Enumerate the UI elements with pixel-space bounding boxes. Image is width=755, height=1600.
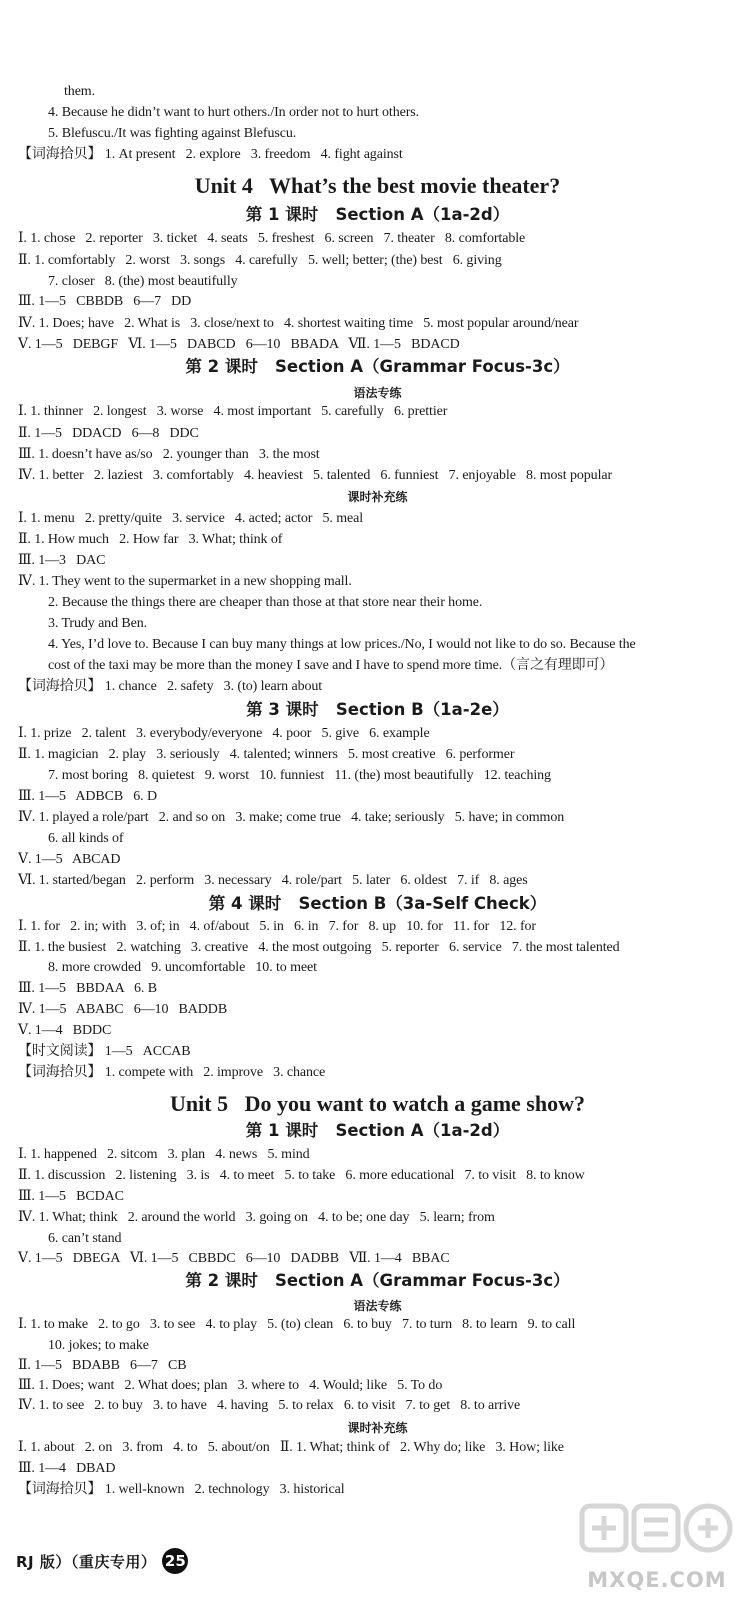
answer-line: them. xyxy=(64,84,95,99)
answer-line: 6. can’t stand xyxy=(48,1231,122,1246)
answer-line: Ⅰ. 1. about 2. on 3. from 4. to 5. about/on Ⅱ. 1. What; think of 2. Why do; like 3. How; like xyxy=(18,1440,564,1455)
answer-line: Ⅰ. 1. prize 2. talent 3. everybody/everyone 4. poor 5. give 6. example xyxy=(18,726,430,741)
answer-line: Ⅳ. 1. to see 2. to buy 3. to have 4. having 5. to relax 6. to visit 7. to get 8. to arrive xyxy=(18,1398,521,1413)
subsection-label: 课时补充练 xyxy=(347,490,408,504)
section-heading: 第 2 课时 Section A（Grammar Focus-3c） xyxy=(185,1271,570,1290)
answer-line: 7. closer 8. (the) most beautifully xyxy=(48,274,238,289)
answer-line: 2. Because the things there are cheaper than those at that store near their home. xyxy=(48,595,483,610)
unit-title: Unit 5 Do you want to watch a game show? xyxy=(170,1091,585,1116)
edition-label: RJ 版）（重庆专用） xyxy=(16,1552,157,1571)
answer-line: 【词海拾贝】 1. compete with 2. improve 3. chance xyxy=(18,1065,326,1080)
subsection-label: 课时补充练 xyxy=(347,1421,408,1435)
answer-line: Ⅰ. 1. happened 2. sitcom 3. plan 4. news 5. mind xyxy=(18,1147,310,1162)
answer-line: Ⅳ. 1. They went to the supermarket in a new shopping mall. xyxy=(18,574,352,589)
section-heading: 第 1 课时 Section A（1a-2d） xyxy=(245,1121,510,1140)
answer-line: Ⅱ. 1—5 DDACD 6—8 DDC xyxy=(18,426,199,441)
answer-line: cost of the taxi may be more than the money I save and I have to spend more time.（言之有理即可） xyxy=(48,658,614,673)
watermark-text: MXQE.COM xyxy=(587,1568,727,1592)
answer-line: Ⅲ. 1. doesn’t have as/so 2. younger than 3. the most xyxy=(18,447,320,462)
answer-line: 4. Because he didn’t want to hurt others./In order not to hurt others. xyxy=(48,105,420,120)
answer-line: Ⅲ. 1—5 BBDAA 6. B xyxy=(18,981,157,996)
answer-line: Ⅱ. 1. magician 2. play 3. seriously 4. talented; winners 5. most creative 6. performer xyxy=(18,747,515,762)
answer-line: Ⅲ. 1—5 BCDAC xyxy=(18,1189,124,1204)
page-number: 25 xyxy=(162,1548,188,1574)
answer-line: 5. Blefuscu./It was fighting against Blefuscu. xyxy=(48,126,297,141)
answer-line: Ⅰ. 1. to make 2. to go 3. to see 4. to play 5. (to) clean 6. to buy 7. to turn 8. to learn 9. to call xyxy=(18,1317,576,1332)
answer-line: Ⅰ. 1. chose 2. reporter 3. ticket 4. seats 5. freshest 6. screen 7. theater 8. comfortable xyxy=(18,231,526,246)
watermark xyxy=(572,1500,742,1592)
answer-line: Ⅰ. 1. thinner 2. longest 3. worse 4. most important 5. carefully 6. prettier xyxy=(18,404,448,419)
answer-line: Ⅲ. 1—5 CBBDB 6—7 DD xyxy=(18,294,192,309)
answer-line: 7. most boring 8. quietest 9. worst 10. funniest 11. (the) most beautifully 12. teaching xyxy=(48,768,551,783)
answer-line: Ⅳ. 1—5 ABABC 6—10 BADDB xyxy=(18,1002,228,1017)
unit-title: Unit 4 What’s the best movie theater? xyxy=(194,173,561,198)
subsection-label: 语法专练 xyxy=(353,386,402,400)
answer-line: Ⅱ. 1. discussion 2. listening 3. is 4. to meet 5. to take 6. more educational 7. to visit 8. to know xyxy=(18,1168,585,1183)
answer-line: Ⅱ. 1. How much 2. How far 3. What; think of xyxy=(18,532,283,547)
answer-line: 【词海拾贝】 1. chance 2. safety 3. (to) learn about xyxy=(18,679,323,694)
answer-line: Ⅴ. 1—5 DBEGA Ⅵ. 1—5 CBBDC 6—10 DADBB Ⅶ. 1—4 BBAC xyxy=(18,1251,450,1266)
answer-line: 【时文阅读】 1—5 ACCAB xyxy=(18,1044,191,1059)
answer-line: 4. Yes, I’d love to. Because I can buy many things at low prices./No, I would not like to do so. Because the xyxy=(48,637,636,652)
subsection-label: 语法专练 xyxy=(353,1299,402,1313)
answer-line: Ⅱ. 1. the busiest 2. watching 3. creative 4. the most outgoing 5. reporter 6. service 7. the most talented xyxy=(18,940,620,955)
answer-line: Ⅰ. 1. for 2. in; with 3. of; in 4. of/about 5. in 6. in 7. for 8. up 10. for 11. for 12. for xyxy=(18,919,536,934)
answer-line: 【词海拾贝】 1. At present 2. explore 3. freedom 4. fight against xyxy=(18,147,403,162)
answer-line: Ⅲ. 1—3 DAC xyxy=(18,553,106,568)
answer-line: Ⅲ. 1—4 DBAD xyxy=(18,1461,116,1476)
answer-line: Ⅵ. 1. started/began 2. perform 3. necessary 4. role/part 5. later 6. oldest 7. if 8. ages xyxy=(18,873,528,888)
answer-line: 6. all kinds of xyxy=(48,831,124,846)
answer-line: Ⅳ. 1. played a role/part 2. and so on 3. make; come true 4. take; seriously 5. have; in common xyxy=(18,810,565,825)
answer-line: Ⅴ. 1—5 DEBGF Ⅵ. 1—5 DABCD 6—10 BBADA Ⅶ. 1—5 BDACD xyxy=(18,337,460,352)
answer-line: 10. jokes; to make xyxy=(48,1338,149,1353)
answer-line: Ⅳ. 1. What; think 2. around the world 3. going on 4. to be; one day 5. learn; from xyxy=(18,1210,495,1225)
section-heading: 第 4 课时 Section B（3a-Self Check） xyxy=(208,894,547,913)
answer-line: Ⅱ. 1. comfortably 2. worst 3. songs 4. carefully 5. well; better; (the) best 6. giving xyxy=(18,253,502,268)
answer-line: 【词海拾贝】 1. well-known 2. technology 3. historical xyxy=(18,1482,345,1497)
answer-line: 3. Trudy and Ben. xyxy=(48,616,148,631)
answer-line: Ⅰ. 1. menu 2. pretty/quite 3. service 4. acted; actor 5. meal xyxy=(18,511,364,526)
answer-line: Ⅳ. 1. Does; have 2. What is 3. close/next to 4. shortest waiting time 5. most popular around/near xyxy=(18,316,579,331)
answer-line: Ⅱ. 1—5 BDABB 6—7 CB xyxy=(18,1358,187,1373)
answer-line: 8. more crowded 9. uncomfortable 10. to meet xyxy=(48,960,317,975)
section-heading: 第 2 课时 Section A（Grammar Focus-3c） xyxy=(185,357,570,376)
section-heading: 第 3 课时 Section B（1a-2e） xyxy=(246,700,509,719)
answer-line: Ⅲ. 1—5 ADBCB 6. D xyxy=(18,789,157,804)
answer-line: Ⅳ. 1. better 2. laziest 3. comfortably 4. heaviest 5. talented 6. funniest 7. enjoyable 8. most popular xyxy=(18,468,613,483)
answer-site-logo-icon xyxy=(578,1500,736,1558)
section-heading: 第 1 课时 Section A（1a-2d） xyxy=(245,205,510,224)
answer-line: Ⅴ. 1—4 BDDC xyxy=(18,1023,112,1038)
answer-line: Ⅴ. 1—5 ABCAD xyxy=(18,852,121,867)
answer-line: Ⅲ. 1. Does; want 2. What does; plan 3. where to 4. Would; like 5. To do xyxy=(18,1378,443,1393)
page-footer xyxy=(16,1546,188,1576)
